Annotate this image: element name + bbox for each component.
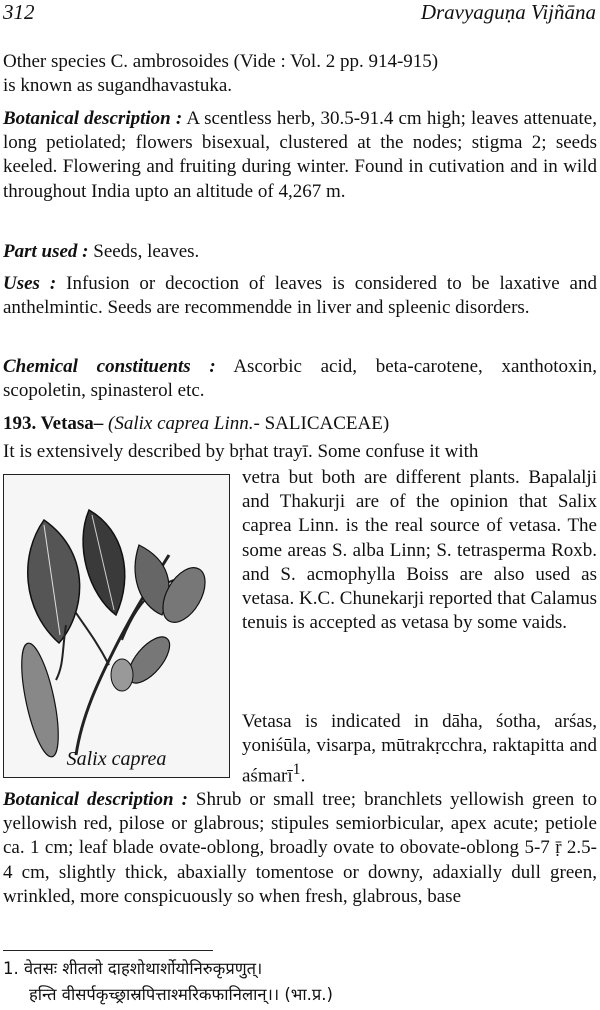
uses-paragraph xyxy=(3,272,597,320)
footnote-line-2: हन्ति वीसर्पकृच्छ्रास्रपित्ताश्मरिकफानिलान्।। (भा.प्र.) xyxy=(29,985,333,1004)
indications-end: . xyxy=(300,765,306,787)
intro-paragraph xyxy=(3,50,597,98)
part-used-label: Part used : xyxy=(3,241,89,262)
entry-heading: 193. Vetasa– xyxy=(3,413,104,434)
entry-heading-line xyxy=(3,412,597,436)
entry-scientific-name: (Salix caprea Linn.- xyxy=(108,413,260,434)
description-wrapped-text xyxy=(242,466,597,635)
indications-text: Vetasa is indicated in dāha, śotha, arśas, yoniśūla, visarpa, mūtrakṛcchra, raktapitta and aśmarī xyxy=(242,711,597,787)
description-wrapped-body: vetra but both are different plants. Bapalalji and Thakurji are of the opinion that Salix caprea Linn. is the real source of vetasa. The some areas S. alba Linn; S. tetrasperma Roxb. and S. acmophylla Boiss are also used as vetasa. K.C. Chunekarji reported that Calamus tenuis is accepted as vetasa by some vaids. xyxy=(242,467,597,634)
description-first-line xyxy=(3,440,597,464)
botanical-description-2-text: Shrub or small tree; branchlets yellowish green to yellowish red, pilose or glabrous; stipules semiorbicular, apex acute; petiole ca. 1 cm; leaf blade ovate-oblong, broadly ovate to obovate-oblong 5-7 ṝ 2.5-4 cm, slightly thick, abaxially tomentose or downy, adaxially dull green, wrinkled, more conspicuously so when fresh, glabrous, base xyxy=(3,789,598,907)
chemical-constituents-text: Ascorbic acid, beta-carotene, xanthotoxin, scopoletin, spinasterol etc. xyxy=(3,356,598,402)
botanical-description-2 xyxy=(3,788,597,909)
intro-line-1: Other species C. ambrosoides (Vide : Vol. 2 pp. 914-915) xyxy=(3,51,439,72)
uses-label: Uses : xyxy=(3,273,57,294)
description-first-line-text: It is extensively described by bṛhat trayī. Some confuse it with xyxy=(3,441,479,462)
botanical-description-1-text: A scentless herb, 30.5-91.4 cm high; leaves attenuate, long petiolated; flowers bisexual, clustered at the nodes; stigma 2; seeds keeled. Flowering and fruiting during winter. Found in cutivation and in wild throughout India upto an altitude of 4,267 m. xyxy=(3,108,597,202)
footnote-number: 1. xyxy=(3,959,19,978)
page-header xyxy=(0,0,600,26)
chemical-constituents-label: Chemical constituents : xyxy=(3,356,216,377)
chemical-constituents xyxy=(3,355,597,403)
footnote-reference: 1 xyxy=(292,761,301,779)
figure-caption: Salix caprea xyxy=(66,748,167,770)
botanical-description-1 xyxy=(3,107,597,204)
botanical-description-1-label: Botanical description : xyxy=(3,108,183,129)
page-number: 312 xyxy=(3,0,35,24)
botanical-description-2-label: Botanical description : xyxy=(3,789,188,810)
uses-text: Infusion or decoction of leaves is considered to be laxative and anthelmintic. Seeds are recommendde in liver and spleenic disorders. xyxy=(3,273,597,319)
part-used-text: Seeds, leaves. xyxy=(93,241,200,262)
plant-illustration xyxy=(3,474,230,778)
footnote-line-1: वेतसः शीतलो दाहशोथार्शोयोनिरुकृप्रणुत्। xyxy=(24,959,263,978)
entry-family: SALICACEAE) xyxy=(264,413,390,434)
running-title: Dravyaguṇa Vijñāna xyxy=(420,0,596,24)
intro-line-2: is known as sugandhavastuka. xyxy=(3,75,233,97)
footnote xyxy=(3,956,597,1008)
indications-paragraph xyxy=(242,710,597,789)
footnote-divider xyxy=(3,950,213,951)
part-used xyxy=(3,240,597,264)
salix-caprea-drawing xyxy=(4,475,229,777)
